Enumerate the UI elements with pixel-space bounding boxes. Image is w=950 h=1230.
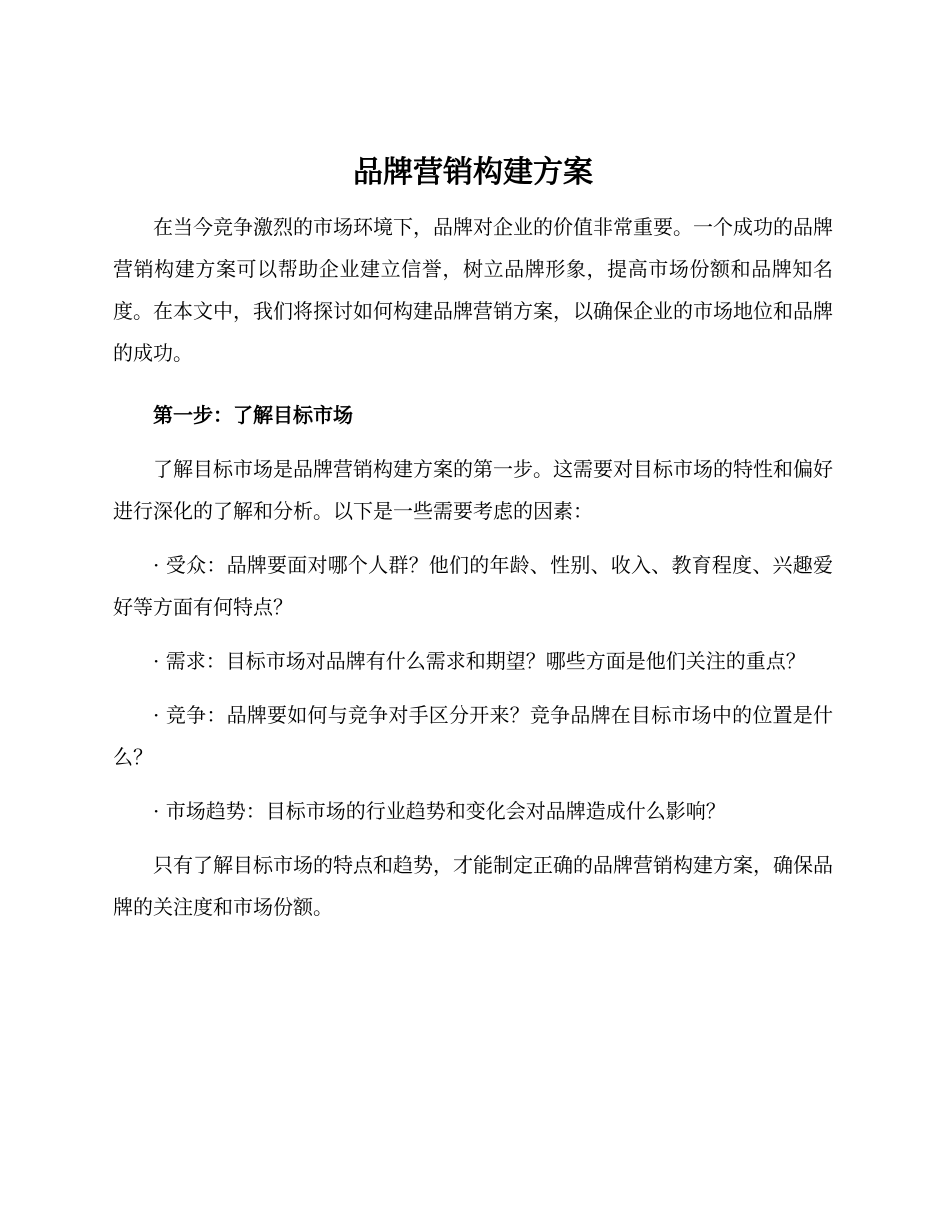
section-paragraph: 了解目标市场是品牌营销构建方案的第一步。这需要对目标市场的特性和偏好进行深化的了解和分析。以下是一些需要考虑的因素：: [113, 457, 833, 523]
bullet-market-trends: · 市场趋势：目标市场的行业趋势和变化会对品牌造成什么影响？: [153, 799, 726, 823]
section-heading: 第一步：了解目标市场: [153, 403, 353, 427]
intro-paragraph: 在当今竞争激烈的市场环境下，品牌对企业的价值非常重要。一个成功的品牌营销构建方案可以帮助企业建立信誉，树立品牌形象，提高市场份额和品牌知名度。在本文中，我们将探讨如何构建品牌营销方案，以确保企业的市场地位和品牌的成功。: [113, 215, 833, 365]
document-title: 品牌营销构建方案: [353, 155, 593, 190]
bullet-needs: · 需求：目标市场对品牌有什么需求和期望？哪些方面是他们关注的重点？: [153, 649, 806, 673]
document-page: [113, 150, 833, 940]
conclusion-paragraph: 只有了解目标市场的特点和趋势，才能制定正确的品牌营销构建方案，确保品牌的关注度和市场份额。: [113, 853, 833, 919]
bullet-audience: · 受众：品牌要面对哪个人群？他们的年龄、性别、收入、教育程度、兴趣爱好等方面有何特点？: [113, 553, 833, 619]
bullet-competition: · 竞争：品牌要如何与竞争对手区分开来？竞争品牌在目标市场中的位置是什么？: [113, 703, 833, 769]
